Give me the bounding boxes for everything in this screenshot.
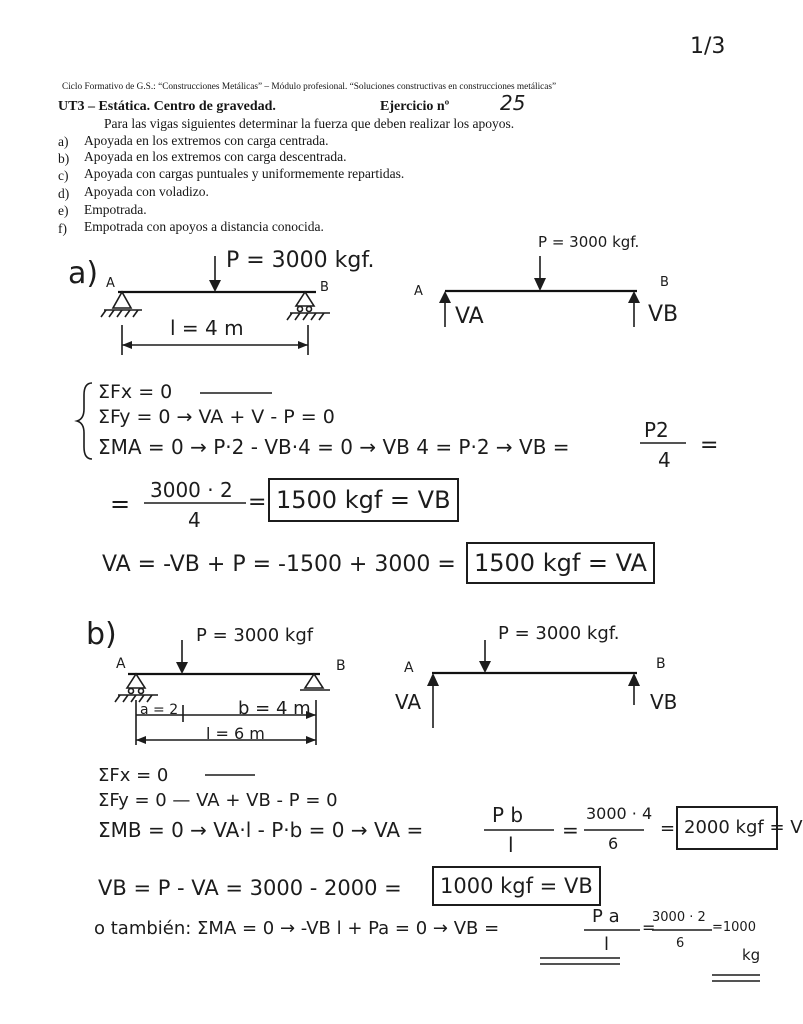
case-letter: b) xyxy=(58,151,70,166)
eq-a-3: ΣMA = 0 → P·2 - VB·4 = 0 → VB 4 = P·2 → VB = xyxy=(98,435,570,459)
eq-b-5-den2: 6 xyxy=(676,936,685,951)
fbd-b-load: P = 3000 kgf. xyxy=(498,623,620,644)
eq-b-5-den: l xyxy=(604,934,610,955)
result-b-vb: 1000 kgf = VB xyxy=(432,866,601,906)
result-b-va: 2000 kgf = V xyxy=(676,806,778,850)
fbd-b-b: B xyxy=(656,656,666,672)
eq-b-3-eq: = xyxy=(562,818,579,842)
fbd-a-load: P = 3000 kgf. xyxy=(538,233,640,251)
eq-a-3-den: 4 xyxy=(658,448,671,472)
eq-a-1: ΣFx = 0 xyxy=(98,381,173,403)
case-letter: c) xyxy=(58,168,69,183)
case-letter: d) xyxy=(58,186,70,201)
fbd-b-vb: VB xyxy=(650,690,678,714)
eq-a-4-lead: = xyxy=(110,490,131,518)
case-letter: f) xyxy=(58,221,67,236)
eq-b-2: ΣFy = 0 — VA + VB - P = 0 xyxy=(98,790,338,811)
beam-b-dim-b: b = 4 m xyxy=(238,698,311,719)
course-line: Ciclo Formativo de G.S.: “Construcciones Metálicas” – Módulo profesional. “Soluciones constructivas en construcciones metálicas” xyxy=(62,82,557,92)
case-letter: a) xyxy=(58,134,69,149)
eq-b-5-num: P a xyxy=(592,906,620,927)
eq-b-1: ΣFx = 0 xyxy=(98,765,169,786)
eq-a-4-den: 4 xyxy=(188,508,201,532)
fbd-a-b: B xyxy=(660,275,669,290)
eq-b-3-eq2: = xyxy=(660,818,676,839)
eq-b-3-num: P b xyxy=(492,803,524,827)
beam-b-load: P = 3000 kgf xyxy=(196,625,314,646)
case-text: Empotrada con apoyos a distancia conocida. xyxy=(84,219,324,234)
exercise-number: 25 xyxy=(500,91,526,115)
eq-b-5: o también: ΣMA = 0 → -VB l + Pa = 0 → VB = xyxy=(94,918,500,939)
case-text: Apoyada en los extremos con carga centrada. xyxy=(84,133,329,148)
unit-title: UT3 – Estática. Centro de gravedad. xyxy=(58,99,276,114)
case-text: Apoyada en los extremos con carga descentrada. xyxy=(84,149,347,164)
fbd-b-a: A xyxy=(404,660,414,676)
eq-a-2: ΣFy = 0 → VA + V - P = 0 xyxy=(98,406,335,428)
eq-b-5-num2: 3000 · 2 xyxy=(652,910,706,925)
eq-a-3-tail: = xyxy=(700,433,719,458)
result-a-va: 1500 kgf = VA xyxy=(466,542,655,584)
case-text: Apoyada con cargas puntuales y uniformemente repartidas. xyxy=(84,166,405,181)
eq-b-3-den: l xyxy=(508,833,514,857)
eq-b-4: VB = P - VA = 3000 - 2000 = xyxy=(98,876,402,900)
fbd-a-vb: VB xyxy=(648,302,679,327)
fbd-b-diagram xyxy=(427,640,640,728)
beam-a-load: P = 3000 kgf. xyxy=(226,248,375,273)
beam-a-span: l = 4 m xyxy=(170,316,244,340)
eq-b-5-eq: = xyxy=(642,918,656,937)
result-a-vb: 1500 kgf = VB xyxy=(268,478,459,522)
brace-a xyxy=(77,383,92,459)
fbd-b-va: VA xyxy=(395,690,422,714)
beam-b-dim-a: a = 2 xyxy=(140,702,179,718)
page-number: 1/3 xyxy=(690,34,726,59)
eq-b-3: ΣMB = 0 → VA·l - P·b = 0 → VA = xyxy=(98,818,424,842)
case-text: Empotrada. xyxy=(84,202,147,217)
eq-a-5: VA = -VB + P = -1500 + 3000 = xyxy=(102,552,456,577)
eq-b-5-result: =1000 xyxy=(712,920,756,935)
eq-a-4-eq: = xyxy=(248,490,267,515)
part-b-label: b) xyxy=(86,617,117,652)
eq-a-4-num: 3000 · 2 xyxy=(150,478,233,502)
part-a-label: a) xyxy=(68,256,99,291)
instructions: Para las vigas siguientes determinar la fuerza que deben realizar los apoyos. xyxy=(104,116,515,131)
fbd-a-a: A xyxy=(414,284,423,299)
beam-b-support-b: B xyxy=(336,658,346,674)
eq-a-3-num: P2 xyxy=(644,418,669,442)
beam-b-dim-l: l = 6 m xyxy=(206,724,265,743)
case-text: Apoyada con voladizo. xyxy=(84,184,209,199)
fbd-a-va: VA xyxy=(455,304,484,329)
beam-a-support-a: A xyxy=(106,276,115,291)
case-letter: e) xyxy=(58,203,69,218)
eq-b-3-den2: 6 xyxy=(608,834,619,853)
eq-b-5-unit: kg xyxy=(742,946,761,964)
eq-b-3-num2: 3000 · 4 xyxy=(586,804,653,823)
beam-b-support-a: A xyxy=(116,656,126,672)
beam-a-support-b: B xyxy=(320,280,329,295)
exercise-label: Ejercicio nº xyxy=(380,99,450,114)
